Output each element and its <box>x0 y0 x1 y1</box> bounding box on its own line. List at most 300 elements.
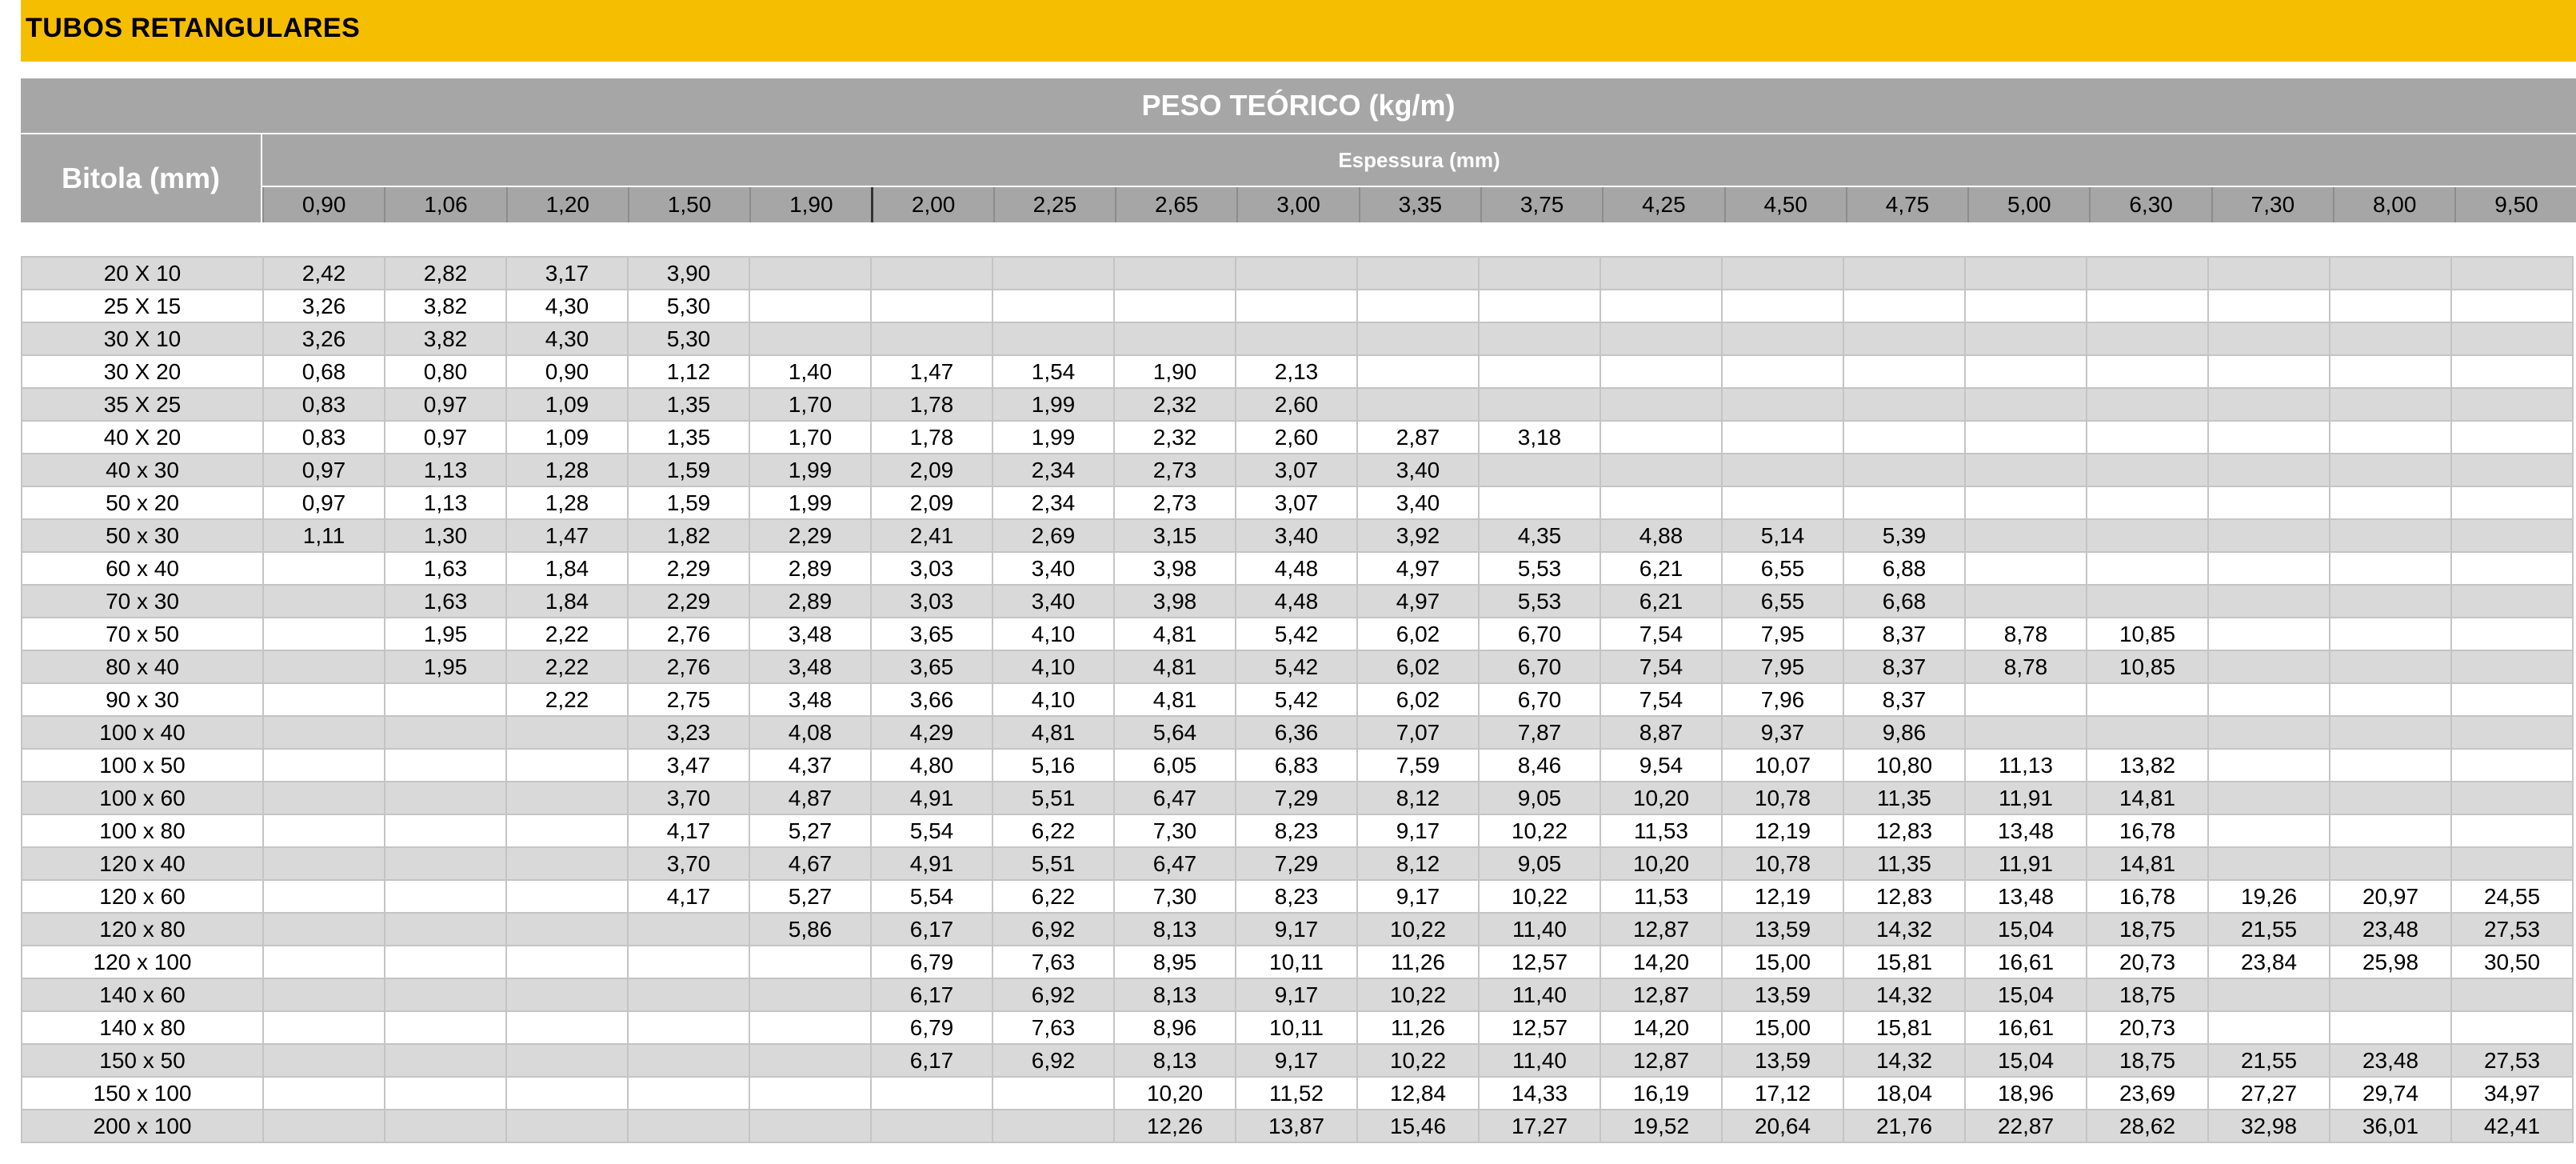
weight-cell <box>1722 355 1843 388</box>
weight-cell <box>1479 388 1600 421</box>
bitola-cell: 100 x 80 <box>22 814 263 847</box>
table-row <box>22 913 2573 946</box>
weight-cell: 15,04 <box>1965 1044 2087 1077</box>
bitola-cell: 50 x 20 <box>22 486 263 519</box>
weight-cell <box>2330 486 2451 519</box>
weight-cell: 10,80 <box>1843 749 1965 782</box>
weight-cell: 11,13 <box>1965 749 2087 782</box>
weight-cell: 23,69 <box>2087 1077 2208 1110</box>
weight-cell: 11,40 <box>1479 913 1600 946</box>
weight-cell <box>1236 322 1357 355</box>
weight-cell <box>1722 454 1843 486</box>
thickness-header-cell: 2,65 <box>1115 187 1236 222</box>
weight-cell: 3,65 <box>871 618 992 650</box>
weight-cell: 2,76 <box>628 618 749 650</box>
weight-cell <box>628 946 749 978</box>
weight-cell: 1,09 <box>506 388 628 421</box>
weight-cell: 5,42 <box>1236 618 1357 650</box>
weight-cell: 13,59 <box>1722 913 1843 946</box>
weight-cell: 6,79 <box>871 1011 992 1044</box>
weight-cell <box>263 1011 385 1044</box>
weight-cell: 8,13 <box>1114 978 1236 1011</box>
weight-cell: 3,26 <box>263 290 385 322</box>
weight-cell: 1,63 <box>385 552 506 585</box>
weight-cell: 14,81 <box>2087 847 2208 880</box>
weight-cell: 4,87 <box>749 782 871 814</box>
weight-cell: 27,53 <box>2451 1044 2573 1077</box>
weight-cell <box>385 1110 506 1142</box>
weight-cell <box>2208 683 2330 716</box>
weight-cell: 16,61 <box>1965 946 2087 978</box>
weight-cell: 1,99 <box>992 388 1114 421</box>
bitola-cell: 120 x 60 <box>22 880 263 913</box>
weight-cell: 8,13 <box>1114 1044 1236 1077</box>
weight-cell <box>1965 322 2087 355</box>
weight-cell <box>2208 388 2330 421</box>
weight-cell: 1,63 <box>385 585 506 618</box>
weight-cell: 25,98 <box>2330 946 2451 978</box>
bitola-cell: 50 x 30 <box>22 519 263 552</box>
bitola-cell: 80 x 40 <box>22 650 263 683</box>
weight-cell: 5,51 <box>992 847 1114 880</box>
weight-cell <box>2451 782 2573 814</box>
weight-cell: 3,48 <box>749 650 871 683</box>
thickness-header-cell: 4,75 <box>1846 187 1967 222</box>
weight-cell <box>1600 454 1722 486</box>
weight-cell <box>2087 454 2208 486</box>
weight-cell: 4,97 <box>1357 552 1479 585</box>
thickness-header-cell: 3,00 <box>1236 187 1358 222</box>
weight-cell: 4,81 <box>1114 683 1236 716</box>
weight-cell: 6,47 <box>1114 847 1236 880</box>
weight-cell: 1,59 <box>628 486 749 519</box>
weight-cell: 6,05 <box>1114 749 1236 782</box>
weight-cell <box>1722 290 1843 322</box>
weight-cell: 6,17 <box>871 1044 992 1077</box>
weight-cell <box>2087 552 2208 585</box>
weight-cell: 5,51 <box>992 782 1114 814</box>
weight-cell: 1,82 <box>628 519 749 552</box>
weight-cell: 11,40 <box>1479 978 1600 1011</box>
weight-cell <box>2451 585 2573 618</box>
weight-cell: 5,54 <box>871 814 992 847</box>
weight-cell <box>2087 355 2208 388</box>
weight-cell: 18,75 <box>2087 978 2208 1011</box>
weight-cell <box>2330 716 2451 749</box>
weight-cell <box>2208 749 2330 782</box>
weight-cell: 1,99 <box>992 421 1114 454</box>
weight-cell: 8,23 <box>1236 814 1357 847</box>
weight-cell <box>263 847 385 880</box>
weight-cell <box>263 552 385 585</box>
weight-cell <box>1114 290 1236 322</box>
thickness-header-cell: 1,20 <box>506 187 628 222</box>
weight-cell <box>506 1077 628 1110</box>
weight-cell <box>506 1110 628 1142</box>
weight-cell: 6,36 <box>1236 716 1357 749</box>
weight-cell: 2,73 <box>1114 454 1236 486</box>
weight-cell <box>1843 322 1965 355</box>
weight-cell <box>2330 552 2451 585</box>
thickness-header-cell: 0,90 <box>262 187 384 222</box>
table-row <box>22 421 2573 454</box>
weight-cell: 10,11 <box>1236 946 1357 978</box>
weight-cell <box>1479 290 1600 322</box>
bitola-cell: 30 X 20 <box>22 355 263 388</box>
thickness-header-cell: 8,00 <box>2333 187 2454 222</box>
weight-cell: 1,12 <box>628 355 749 388</box>
weight-cell <box>2330 978 2451 1011</box>
bitola-cell: 140 x 80 <box>22 1011 263 1044</box>
weight-cell <box>1722 322 1843 355</box>
weight-cell <box>1600 257 1722 290</box>
weight-cell: 1,35 <box>628 421 749 454</box>
weight-cell <box>263 585 385 618</box>
weight-cell: 4,97 <box>1357 585 1479 618</box>
weight-cell: 10,22 <box>1357 978 1479 1011</box>
weight-cell <box>2208 355 2330 388</box>
weight-cell: 28,62 <box>2087 1110 2208 1142</box>
bitola-cell: 120 x 80 <box>22 913 263 946</box>
weight-cell: 32,98 <box>2208 1110 2330 1142</box>
weight-cell <box>1600 322 1722 355</box>
weight-cell: 5,53 <box>1479 552 1600 585</box>
weight-cell: 15,00 <box>1722 1011 1843 1044</box>
thickness-header-cell: 7,30 <box>2211 187 2333 222</box>
weight-cell: 9,17 <box>1236 978 1357 1011</box>
weight-cell: 3,70 <box>628 847 749 880</box>
weight-cell: 13,82 <box>2087 749 2208 782</box>
weight-cell: 14,32 <box>1843 978 1965 1011</box>
weight-cell <box>2330 257 2451 290</box>
weight-cell <box>2087 388 2208 421</box>
table-row <box>22 1011 2573 1044</box>
weight-cell: 7,30 <box>1114 814 1236 847</box>
weight-cell: 8,87 <box>1600 716 1722 749</box>
weight-cell: 4,48 <box>1236 552 1357 585</box>
weight-cell: 10,22 <box>1479 880 1600 913</box>
weight-cell <box>1843 388 1965 421</box>
weight-cell <box>506 913 628 946</box>
weight-cell <box>2330 355 2451 388</box>
weight-cell: 1,95 <box>385 650 506 683</box>
weight-cell <box>749 257 871 290</box>
weight-cell: 1,78 <box>871 421 992 454</box>
weight-cell: 14,33 <box>1479 1077 1600 1110</box>
weight-cell: 2,22 <box>506 683 628 716</box>
weight-cell <box>506 749 628 782</box>
weight-cell: 6,55 <box>1722 552 1843 585</box>
weight-cell: 9,17 <box>1357 814 1479 847</box>
weight-cell <box>628 1011 749 1044</box>
weight-cell <box>1236 290 1357 322</box>
weight-cell: 5,42 <box>1236 650 1357 683</box>
weight-cell: 2,60 <box>1236 421 1357 454</box>
weight-cell: 9,05 <box>1479 847 1600 880</box>
weight-cell <box>749 1011 871 1044</box>
weight-cell <box>871 1110 992 1142</box>
weight-cell: 2,60 <box>1236 388 1357 421</box>
thickness-header-cell: 9,50 <box>2454 187 2576 222</box>
table-row <box>22 585 2573 618</box>
weight-cell <box>2087 716 2208 749</box>
weight-cell <box>1114 322 1236 355</box>
weight-cell: 1,78 <box>871 388 992 421</box>
weight-cell <box>628 1044 749 1077</box>
weight-cell <box>2451 552 2573 585</box>
weight-cell <box>2451 978 2573 1011</box>
weight-cell <box>2330 519 2451 552</box>
weight-cell <box>1965 257 2087 290</box>
weight-cell <box>871 290 992 322</box>
weight-cell <box>263 749 385 782</box>
weight-cell <box>1479 355 1600 388</box>
weight-cell: 12,83 <box>1843 814 1965 847</box>
weight-cell: 10,78 <box>1722 847 1843 880</box>
weight-cell <box>992 1110 1114 1142</box>
weight-cell: 2,76 <box>628 650 749 683</box>
weight-cell: 7,95 <box>1722 618 1843 650</box>
weight-cell: 16,78 <box>2087 880 2208 913</box>
weight-cell: 3,82 <box>385 322 506 355</box>
table-row <box>22 880 2573 913</box>
bitola-header: Bitola (mm) <box>21 134 262 222</box>
weight-cell: 13,48 <box>1965 880 2087 913</box>
weight-cell: 3,03 <box>871 552 992 585</box>
weight-cell: 8,96 <box>1114 1011 1236 1044</box>
weight-cell: 4,81 <box>1114 650 1236 683</box>
weight-cell <box>1965 552 2087 585</box>
weight-cell <box>2451 355 2573 388</box>
weight-cell <box>1357 290 1479 322</box>
weight-cell <box>263 1044 385 1077</box>
weight-cell: 1,28 <box>506 486 628 519</box>
weight-cell <box>506 847 628 880</box>
table-row <box>22 486 2573 519</box>
weight-cell <box>2330 650 2451 683</box>
weight-cell: 2,34 <box>992 454 1114 486</box>
weight-cell: 12,87 <box>1600 1044 1722 1077</box>
weight-cell <box>1114 257 1236 290</box>
weight-cell: 21,55 <box>2208 1044 2330 1077</box>
weight-cell: 9,54 <box>1600 749 1722 782</box>
weight-cell: 6,47 <box>1114 782 1236 814</box>
weight-cell <box>1965 355 2087 388</box>
weight-cell <box>1600 421 1722 454</box>
weight-cell: 1,99 <box>749 454 871 486</box>
weight-cell: 8,37 <box>1843 650 1965 683</box>
bitola-cell: 40 X 20 <box>22 421 263 454</box>
weight-cell: 8,78 <box>1965 618 2087 650</box>
weight-cell <box>2330 782 2451 814</box>
weight-cell: 4,91 <box>871 847 992 880</box>
weight-cell: 6,21 <box>1600 585 1722 618</box>
weight-cell <box>2208 290 2330 322</box>
weight-cell <box>385 1044 506 1077</box>
weight-cell <box>2208 716 2330 749</box>
weight-cell <box>2330 683 2451 716</box>
weight-cell <box>2330 585 2451 618</box>
weight-cell <box>749 946 871 978</box>
weight-cell <box>385 716 506 749</box>
weight-cell <box>2451 454 2573 486</box>
table-row <box>22 618 2573 650</box>
weight-cell: 10,22 <box>1479 814 1600 847</box>
weight-cell: 12,83 <box>1843 880 1965 913</box>
bitola-cell: 30 X 10 <box>22 322 263 355</box>
weight-cell: 4,80 <box>871 749 992 782</box>
weight-cell: 24,55 <box>2451 880 2573 913</box>
weight-cell <box>1843 454 1965 486</box>
weight-cell <box>385 782 506 814</box>
weight-cell: 1,70 <box>749 421 871 454</box>
weight-cell: 3,66 <box>871 683 992 716</box>
weight-cell: 3,17 <box>506 257 628 290</box>
weight-cell: 1,40 <box>749 355 871 388</box>
weight-cell <box>1965 388 2087 421</box>
weight-cell: 42,41 <box>2451 1110 2573 1142</box>
weight-cell <box>263 913 385 946</box>
weight-cell: 6,83 <box>1236 749 1357 782</box>
weight-cell <box>1843 486 1965 519</box>
weight-cell <box>1965 421 2087 454</box>
weight-cell: 3,98 <box>1114 552 1236 585</box>
weight-cell: 0,97 <box>263 454 385 486</box>
weight-cell <box>1965 683 2087 716</box>
weight-cell <box>2208 814 2330 847</box>
weight-cell: 6,22 <box>992 880 1114 913</box>
weight-cell: 20,73 <box>2087 1011 2208 1044</box>
weight-cell <box>749 978 871 1011</box>
bitola-cell: 70 x 50 <box>22 618 263 650</box>
weight-cell: 3,18 <box>1479 421 1600 454</box>
weight-cell: 5,27 <box>749 880 871 913</box>
weight-cell <box>871 1077 992 1110</box>
table-row <box>22 650 2573 683</box>
weight-cell <box>2451 290 2573 322</box>
weight-cell: 3,15 <box>1114 519 1236 552</box>
weight-cell: 8,23 <box>1236 880 1357 913</box>
thickness-header-cell: 5,00 <box>1967 187 2089 222</box>
weight-cell: 6,92 <box>992 1044 1114 1077</box>
weight-cell: 5,30 <box>628 322 749 355</box>
weight-cell: 9,17 <box>1236 913 1357 946</box>
weight-cell: 1,59 <box>628 454 749 486</box>
weight-cell: 10,78 <box>1722 782 1843 814</box>
weight-cell <box>385 814 506 847</box>
weight-cell: 4,10 <box>992 650 1114 683</box>
weight-cell: 15,04 <box>1965 913 2087 946</box>
weight-cell: 1,13 <box>385 486 506 519</box>
weight-cell: 6,79 <box>871 946 992 978</box>
weight-cell <box>1479 454 1600 486</box>
thickness-header-cell: 1,90 <box>749 187 871 222</box>
table-row <box>22 1110 2573 1142</box>
weight-cell: 2,34 <box>992 486 1114 519</box>
weight-cell <box>2451 1011 2573 1044</box>
weight-cell: 5,53 <box>1479 585 1600 618</box>
weight-cell: 18,04 <box>1843 1077 1965 1110</box>
weight-cell <box>2208 454 2330 486</box>
weight-cell <box>2330 454 2451 486</box>
weight-cell: 22,87 <box>1965 1110 2087 1142</box>
weight-cell <box>2208 618 2330 650</box>
weight-cell: 2,89 <box>749 552 871 585</box>
weight-cell: 4,29 <box>871 716 992 749</box>
weight-cell <box>1357 355 1479 388</box>
bitola-cell: 35 X 25 <box>22 388 263 421</box>
table-row <box>22 814 2573 847</box>
weight-cell: 10,20 <box>1600 847 1722 880</box>
weight-cell <box>506 716 628 749</box>
table-row <box>22 749 2573 782</box>
weight-cell: 2,73 <box>1114 486 1236 519</box>
weight-cell: 9,05 <box>1479 782 1600 814</box>
weight-cell <box>2087 585 2208 618</box>
weight-cell: 11,35 <box>1843 782 1965 814</box>
weight-cell <box>2330 1011 2451 1044</box>
weight-cell <box>2087 322 2208 355</box>
weight-cell: 2,41 <box>871 519 992 552</box>
weight-cell: 8,95 <box>1114 946 1236 978</box>
weight-cell: 1,09 <box>506 421 628 454</box>
weight-cell: 8,12 <box>1357 782 1479 814</box>
weight-cell: 8,46 <box>1479 749 1600 782</box>
weight-cell: 5,14 <box>1722 519 1843 552</box>
table-header <box>21 78 2576 224</box>
weight-cell: 10,07 <box>1722 749 1843 782</box>
weight-cell: 5,30 <box>628 290 749 322</box>
weight-cell <box>1479 322 1600 355</box>
weight-cell: 3,26 <box>263 322 385 355</box>
weight-cell: 11,40 <box>1479 1044 1600 1077</box>
table-row <box>22 552 2573 585</box>
weight-cell <box>1965 454 2087 486</box>
weight-cell: 13,48 <box>1965 814 2087 847</box>
peso-teorico-header: PESO TEÓRICO (kg/m) <box>21 78 2576 134</box>
weight-cell: 3,23 <box>628 716 749 749</box>
weight-cell: 6,02 <box>1357 683 1479 716</box>
weight-cell: 18,75 <box>2087 1044 2208 1077</box>
weight-cell <box>2330 847 2451 880</box>
thickness-header-cell: 4,25 <box>1602 187 1723 222</box>
weight-cell: 1,35 <box>628 388 749 421</box>
weight-cell: 13,59 <box>1722 978 1843 1011</box>
weight-cell: 7,54 <box>1600 618 1722 650</box>
weight-cell: 14,20 <box>1600 946 1722 978</box>
weight-cell <box>1236 257 1357 290</box>
weight-cell: 12,19 <box>1722 880 1843 913</box>
bitola-cell: 140 x 60 <box>22 978 263 1011</box>
weight-cell <box>992 322 1114 355</box>
weight-cell <box>1479 257 1600 290</box>
table-row <box>22 946 2573 978</box>
weight-cell <box>506 814 628 847</box>
weight-cell: 1,11 <box>263 519 385 552</box>
weight-cell <box>2451 388 2573 421</box>
weight-cell: 6,70 <box>1479 650 1600 683</box>
weight-cell: 4,67 <box>749 847 871 880</box>
weight-cell: 23,48 <box>2330 913 2451 946</box>
table-row <box>22 454 2573 486</box>
weight-cell: 18,75 <box>2087 913 2208 946</box>
weight-cell <box>385 913 506 946</box>
weight-cell: 3,40 <box>1357 486 1479 519</box>
weight-cell: 12,87 <box>1600 978 1722 1011</box>
weight-cell: 17,12 <box>1722 1077 1843 1110</box>
weight-cell: 1,84 <box>506 585 628 618</box>
weight-cell: 2,82 <box>385 257 506 290</box>
